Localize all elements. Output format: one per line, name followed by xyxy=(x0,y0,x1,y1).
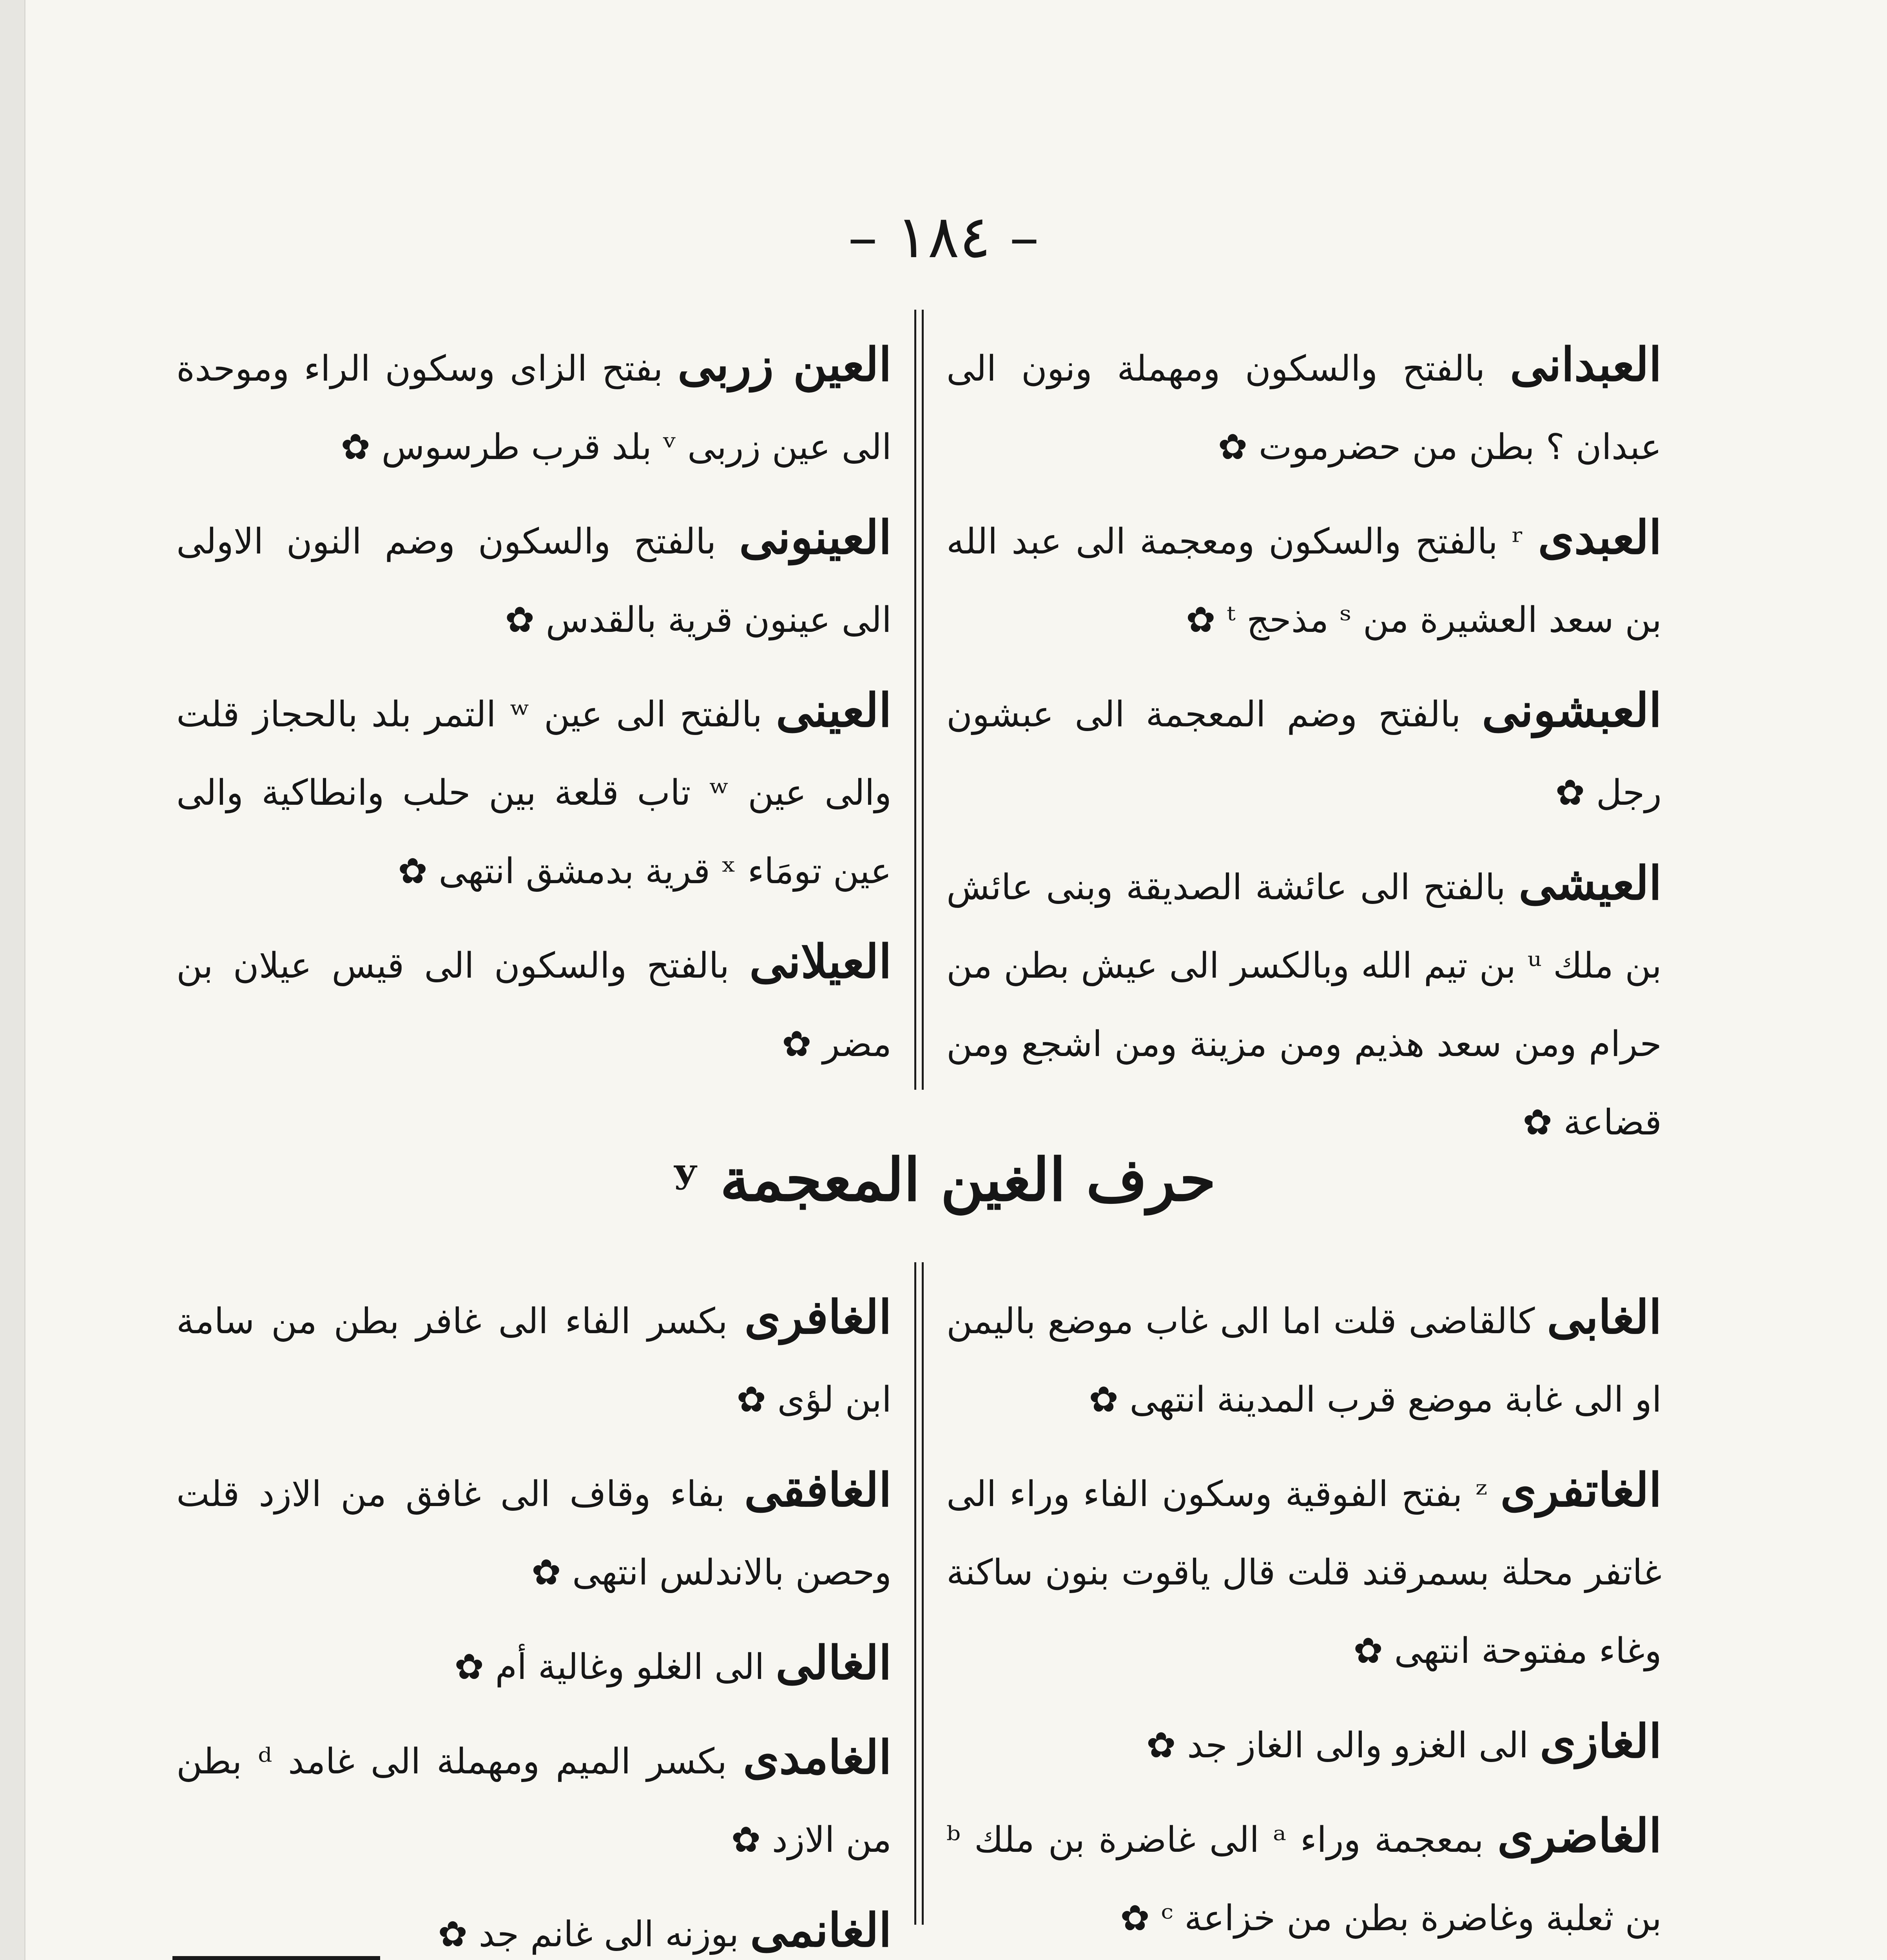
page-number: – ١٨٤ – xyxy=(848,203,1039,271)
entry xyxy=(176,1278,892,1439)
entry-text: الى الغلو وغالية أم ✿ xyxy=(454,1646,765,1688)
entry-text: ʳ بالفتح والسكون ومعجمة الى عبد الله بن سعد العشيرة من ˢ مذحج ᵗ ✿ xyxy=(946,521,1662,641)
entry-text: بالفتح والسكون وضم النون الاولى الى عينون قرية بالقدس ✿ xyxy=(176,521,892,641)
entry-text: بالفتح الى عائشة الصديقة وبنى عائش بن ملك ᵘ بن تيم الله وبالكسر الى عيش بطن من حرام ومن سعد هذيم ومن مزينة ومن اشجع ومن قضاعة ✿ xyxy=(946,867,1662,1143)
top-entries-block xyxy=(169,310,1669,1143)
entry-headword: العين زربى xyxy=(677,337,892,392)
entry-text: بالفتح وضم المعجمة الى عبشون رجل ✿ xyxy=(946,694,1662,813)
bottom-entries-block xyxy=(169,1262,1669,1957)
column-divider xyxy=(907,310,931,1090)
entry-text: الى الغزو والى الغاز جد ✿ xyxy=(1146,1725,1529,1766)
entry xyxy=(946,498,1662,659)
entry-text: بكسر الفاء الى غافر بطن من سامة ابن لؤى ✿ xyxy=(176,1301,892,1420)
entry-headword: العينونى xyxy=(739,510,892,564)
entry xyxy=(176,1718,892,1879)
column-divider xyxy=(907,1262,931,1925)
entry-headword: الغامدى xyxy=(743,1730,892,1784)
entry-headword: العبدى xyxy=(1538,510,1662,564)
entry-headword: الغافقى xyxy=(744,1463,892,1517)
entry xyxy=(176,325,892,486)
entry-headword: العبشونى xyxy=(1482,683,1662,737)
entry-text: بالفتح والسكون ومهملة ونون الى عبدان ؟ بطن من حضرموت ✿ xyxy=(946,348,1662,468)
footnote-rule xyxy=(172,1956,380,1960)
entry-text: بفاء وقاف الى غافق من الازد قلت وحصن بالاندلس انتهى ✿ xyxy=(176,1474,892,1593)
entry-headword: الغازى xyxy=(1540,1714,1662,1768)
top-left-column xyxy=(169,310,907,1090)
entry-text: ᶻ بفتح الفوقية وسكون الفاء وراء الى غاتفر محلة بسمرقند قلت قال ياقوت بنون ساكنة وغاء مفتوحة انتهى ✿ xyxy=(946,1474,1662,1671)
entry xyxy=(946,844,1662,1162)
scan-edge xyxy=(0,0,25,1960)
entry xyxy=(176,1624,892,1706)
entry xyxy=(946,1278,1662,1439)
entry-headword: العبدانى xyxy=(1510,337,1662,392)
bottom-left-column xyxy=(169,1262,907,1957)
entry xyxy=(946,671,1662,832)
entry xyxy=(946,325,1662,486)
entry-text: بالفتح والسكون الى قيس عيلان بن مضر ✿ xyxy=(176,945,892,1065)
section-title: حرف الغين المعجمة ʸ xyxy=(671,1145,1216,1214)
top-right-column xyxy=(931,310,1669,1143)
entry xyxy=(176,671,892,911)
entry-text: بمعجمة وراء ᵃ الى غاضرة بن ملك ᵇ بن ثعلبة وغاضرة بطن من خزاعة ᶜ ✿ xyxy=(946,1819,1662,1939)
entry-headword: الغاضرى xyxy=(1497,1808,1662,1863)
entry-text: كالقاضى قلت اما الى غاب موضع باليمن او الى غابة موضع قرب المدينة انتهى ✿ xyxy=(946,1301,1662,1420)
entry-headword: العيلانى xyxy=(749,934,892,989)
entry-headword: الغابى xyxy=(1547,1290,1662,1344)
entry-headword: الغافرى xyxy=(744,1290,892,1344)
entry xyxy=(176,498,892,659)
entry xyxy=(176,1451,892,1612)
entry-headword: العينى xyxy=(776,683,892,737)
entry-text: بالفتح الى عين ʷ التمر بلد بالحجاز قلت والى عين ʷ تاب قلعة بين حلب وانطاكية والى عين تومَاء ˣ قرية بدمشق انتهى ✿ xyxy=(176,694,892,892)
entry-headword: الغاتفرى xyxy=(1500,1463,1662,1517)
entry-text: بفتح الزاى وسكون الراء وموحدة الى عين زربى ᵛ بلد قرب طرسوس ✿ xyxy=(176,348,892,468)
entry-headword: الغانمى xyxy=(750,1903,892,1957)
entry-text: بوزنه الى غانم جد ✿ xyxy=(438,1914,739,1955)
entry xyxy=(946,1702,1662,1785)
entry xyxy=(176,922,892,1083)
bottom-right-column xyxy=(931,1262,1669,1939)
entry-headword: الغالى xyxy=(776,1635,892,1690)
entry-text: بكسر الميم ومهملة الى غامد ᵈ بطن من الازد ✿ xyxy=(176,1741,892,1860)
entry xyxy=(176,1891,892,1960)
entry xyxy=(946,1451,1662,1690)
entry xyxy=(946,1797,1662,1958)
entry-headword: العيشى xyxy=(1519,856,1662,910)
